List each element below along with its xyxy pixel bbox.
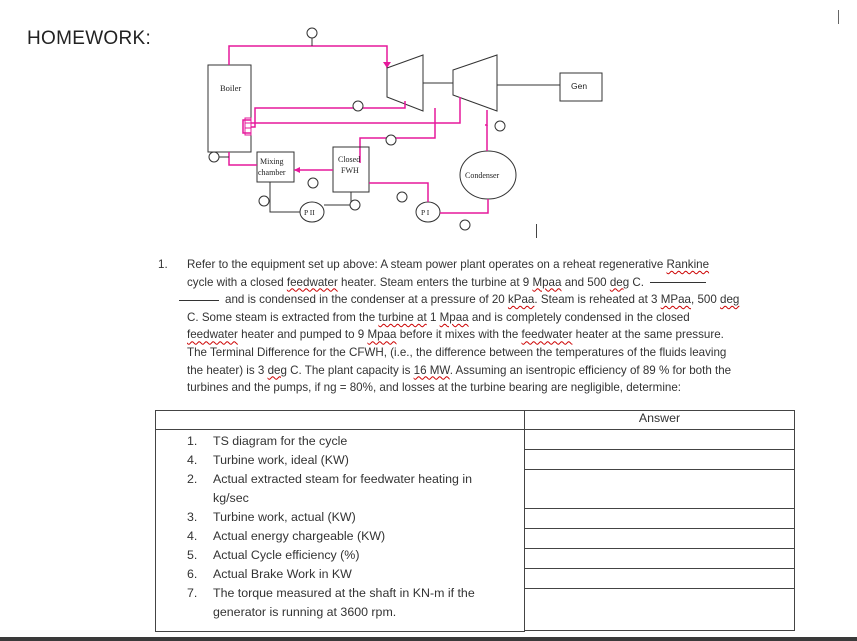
question-item: 6. Actual Brake Work in KW [187,567,352,581]
pump-2-label: P II [304,208,315,217]
fwh-label-2: FWH [341,166,359,175]
answer-table [155,410,795,632]
problem-line: The Terminal Difference for the CFWH, (i.e., the difference between the temperatures of the fluids leaving [187,345,727,359]
problem-number: 1. [158,258,168,271]
question-item: 2. Actual extracted steam for feedwater heating in kg/sec [187,472,472,505]
pump-1-label: P I [421,208,430,217]
answer-header: Answer [525,411,795,430]
answer-cell-6[interactable] [525,549,795,569]
mixing-label-1: Mixing [260,157,284,166]
questions-cell [156,430,525,632]
question-item: 1. TS diagram for the cycle [187,434,348,448]
condenser-label: Condenser [465,171,500,180]
answer-cell-7[interactable] [525,569,795,589]
mixing-label-2: chamber [258,168,286,177]
condensate-line [440,199,488,213]
problem-line: feedwater heater and pumped to 9 Mpaa before it mixes with the feedwater heater at the same pressure. [187,328,724,342]
problem-line: cycle with a closed feedwater heater. Steam enters the turbine at 9 Mpaa and 500 deg C. [187,274,797,292]
problem-line: the heater) is 3 deg C. The plant capacity is 16 MW. Assuming an isentropic efficiency of 89 % for both the [187,363,732,377]
answer-cell-5[interactable] [525,529,795,549]
valve-reheat [353,101,363,111]
problem-line: Refer to the equipment set up above: A steam power plant operates on a reheat regenerative Rankine [187,258,710,271]
answer-cell-8[interactable] [525,589,795,631]
table-header-blank [156,411,525,430]
extraction-line [360,108,435,163]
question-item: 7. The torque measured at the shaft in KN-m if the generator is running at 3600 rpm. [187,586,475,619]
problem-line: C. Some steam is extracted from the turbine at 1 Mpaa and is completely condensed in the closed [187,310,690,324]
generator-label: Gen [571,81,588,91]
problem-line: and is condensed in the condenser at a pressure of 20 kPaa. Steam is reheated at 3 MPaa, 500 deg [179,291,797,309]
question-item: 5. Actual Cycle efficiency (%) [187,548,360,562]
answer-cell-1[interactable] [525,430,795,450]
question-item: 4. Turbine work, ideal (KW) [187,453,349,467]
bottom-border [0,637,857,641]
answer-cell-2[interactable] [525,450,795,470]
problem-line: turbines and the pumps, if ng = 80%, and losses at the turbine bearing are negligible, determine: [187,381,682,395]
lp-exhaust-line [485,110,487,125]
plant-diagram [195,15,635,240]
valve-top [307,28,317,38]
question-item: 4. Actual energy chargeable (KW) [187,529,386,543]
question-item: 3. Turbine work, actual (KW) [187,510,356,524]
main-steam-line [229,46,387,68]
fwh-label-1: Closed [338,155,361,164]
page-title: HOMEWORK: [27,28,152,49]
answer-cell-4[interactable] [525,509,795,529]
boiler-box [208,65,251,152]
corner-mark [838,10,839,24]
valve-lp [495,121,505,131]
boiler-label: Boiler [220,83,242,93]
answer-cell-3[interactable] [525,470,795,509]
valve-extraction [386,135,396,145]
text-cursor [536,224,537,238]
